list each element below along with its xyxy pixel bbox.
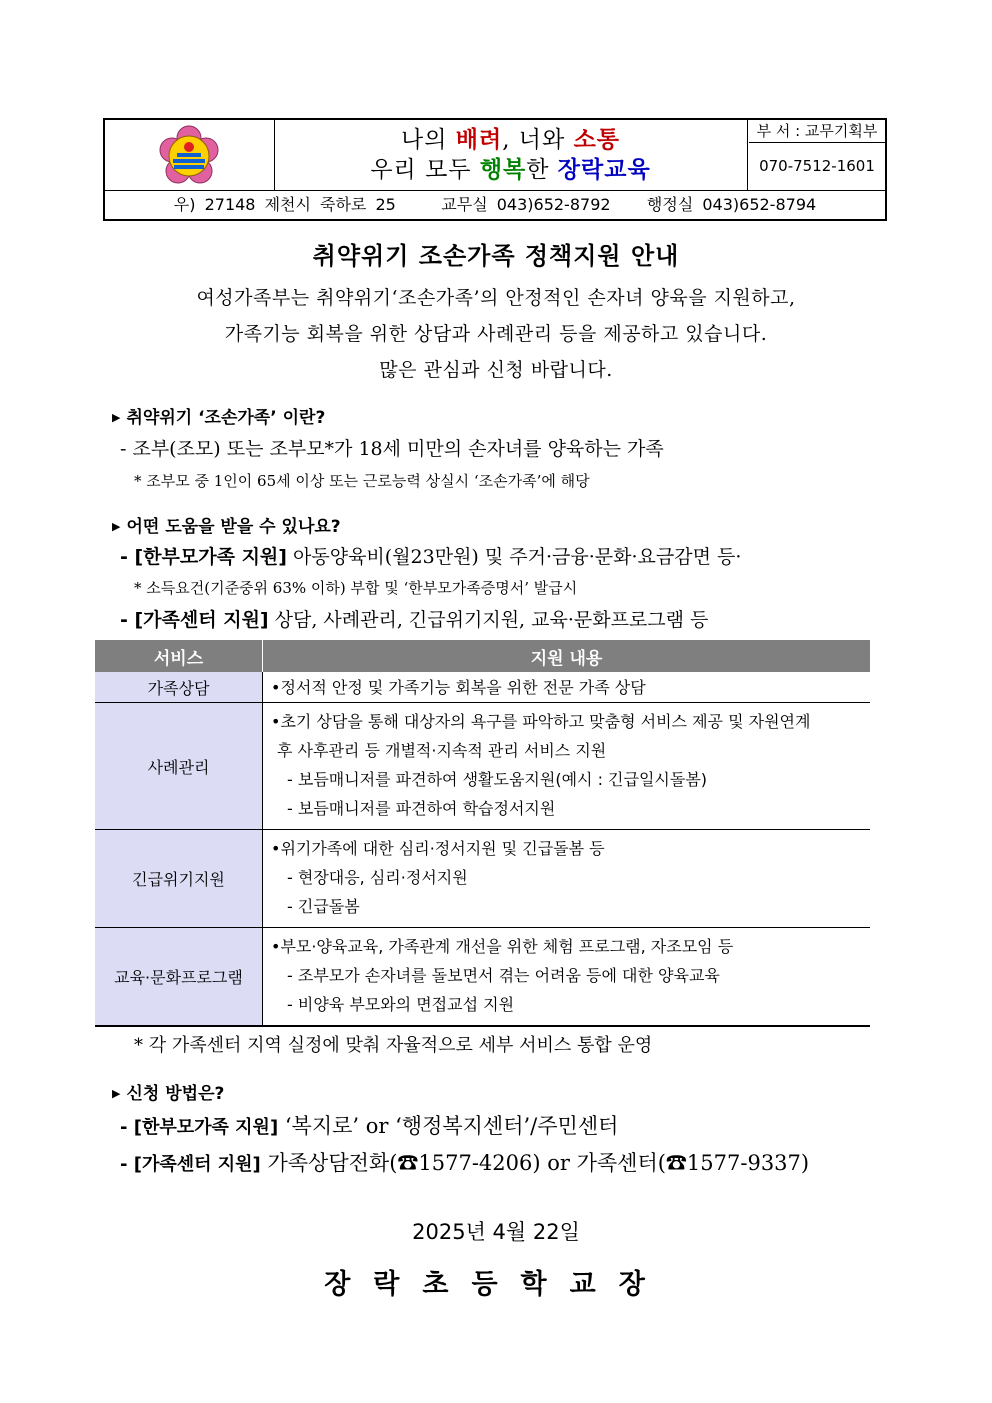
intro-paragraph bbox=[0, 280, 992, 388]
admin-phone: 행정실 043)652-8794 bbox=[646, 195, 817, 214]
intro-line: 많은 관심과 신청 바랍니다. bbox=[379, 359, 613, 381]
service-name: 가족상담 bbox=[95, 672, 263, 703]
school-address: 우) 27148 제천시 죽하로 25 bbox=[173, 195, 396, 214]
triangle-bullet-icon: ▶ bbox=[112, 411, 121, 424]
definition-note: * 조부모 중 1인이 65세 이상 또는 근로능력 상실시 ‘조손가족’에 해당 bbox=[134, 472, 590, 490]
table-row bbox=[95, 672, 870, 703]
apply-line-single-parent: - [한부모가족 지원] ‘복지로’ or ‘행정복지센터’/주민센터 bbox=[120, 1114, 619, 1138]
service-content: •초기 상담을 통해 대상자의 욕구를 파악하고 맞춤형 서비스 제공 및 자원연계 후 사후관리 등 개별적·지속적 관리 서비스 지원 - 보듬매니저를 파견하여 생활도움지원(예시 : 긴급일시돌봄) - 보듬매니저를 파견하여 학습정서지원 bbox=[263, 703, 871, 830]
school-emblem-icon bbox=[105, 120, 274, 190]
table-header-row bbox=[95, 640, 870, 672]
intro-line: 여성가족부는 취약위기‘조손가족’의 안정적인 손자녀 양육을 지원하고, bbox=[196, 287, 796, 309]
document-title: 취약위기 조손가족 정책지원 안내 bbox=[312, 241, 680, 270]
service-name: 사례관리 bbox=[95, 703, 263, 830]
triangle-bullet-icon: ▶ bbox=[112, 1087, 121, 1100]
support-line-single-parent: - [한부모가족 지원] 아동양육비(월23만원) 및 주거·금융·문화·요금감면 등· bbox=[120, 546, 742, 568]
service-name: 긴급위기지원 bbox=[95, 830, 263, 928]
slogan-line-1: 나의 배려, 너와 소통 bbox=[401, 126, 620, 153]
table-footnote: * 각 가족센터 지역 실정에 맞춰 자율적으로 세부 서비스 통합 운영 bbox=[134, 1035, 653, 1056]
service-content: •위기가족에 대한 심리·정서지원 및 긴급돌봄 등 - 현장대응, 심리·정서지원 - 긴급돌봄 bbox=[263, 830, 871, 928]
contact-row bbox=[105, 191, 885, 219]
department-name: 부 서 : 교무기획부 bbox=[749, 120, 885, 143]
slogan-line-2: 우리 모두 행복한 장락교육 bbox=[370, 156, 651, 183]
support-note: * 소득요건(기준중위 63% 이하) 부합 및 ‘한부모가족증명서’ 발급시 bbox=[134, 579, 578, 597]
intro-line: 가족기능 회복을 위한 상담과 사례관리 등을 제공하고 있습니다. bbox=[224, 323, 768, 345]
table-header-service: 서비스 bbox=[95, 640, 263, 672]
table-row bbox=[95, 928, 870, 1027]
service-name: 교육·문화프로그램 bbox=[95, 928, 263, 1027]
document-date: 2025년 4월 22일 bbox=[412, 1220, 580, 1244]
office-phone: 교무실 043)652-8792 bbox=[441, 195, 611, 214]
letterhead bbox=[103, 118, 887, 221]
service-content: •부모·양육교육, 가족관계 개선을 위한 체험 프로그램, 자조모임 등 - 조부모가 손자녀를 돌보면서 겪는 어려움 등에 대한 양육교육 - 비양육 부모와의 면접교섭 지원 bbox=[263, 928, 871, 1027]
service-content: •정서적 안정 및 가족기능 회복을 위한 전문 가족 상담 bbox=[263, 672, 871, 703]
table-row bbox=[95, 830, 870, 928]
section-heading-apply: ▶ 신청 방법은? bbox=[112, 1084, 225, 1104]
support-line-family-center: - [가족센터 지원] 상담, 사례관리, 긴급위기지원, 교육·문화프로그램 등 bbox=[120, 609, 709, 631]
services-table bbox=[95, 640, 870, 1027]
school-slogan bbox=[274, 120, 748, 190]
section-heading-definition: ▶ 취약위기 ‘조손가족’ 이란? bbox=[112, 408, 326, 428]
department-phone: 070-7512-1601 bbox=[759, 157, 875, 175]
definition-line: - 조부(조모) 또는 조부모*가 18세 미만의 손자녀를 양육하는 가족 bbox=[120, 438, 664, 460]
triangle-bullet-icon: ▶ bbox=[112, 520, 121, 533]
school-logo bbox=[105, 120, 275, 190]
letterhead-top-row bbox=[105, 120, 885, 191]
section-heading-support: ▶ 어떤 도움을 받을 수 있나요? bbox=[112, 517, 341, 537]
apply-line-family-center: - [가족센터 지원] 가족상담전화(☎1577-4206) or 가족센터(☎1577-9337) bbox=[120, 1151, 810, 1175]
table-row bbox=[95, 703, 870, 830]
table-header-content: 지원 내용 bbox=[263, 640, 871, 672]
department-info bbox=[749, 120, 885, 190]
signature-line: 장락초등학교장 bbox=[324, 1269, 668, 1300]
